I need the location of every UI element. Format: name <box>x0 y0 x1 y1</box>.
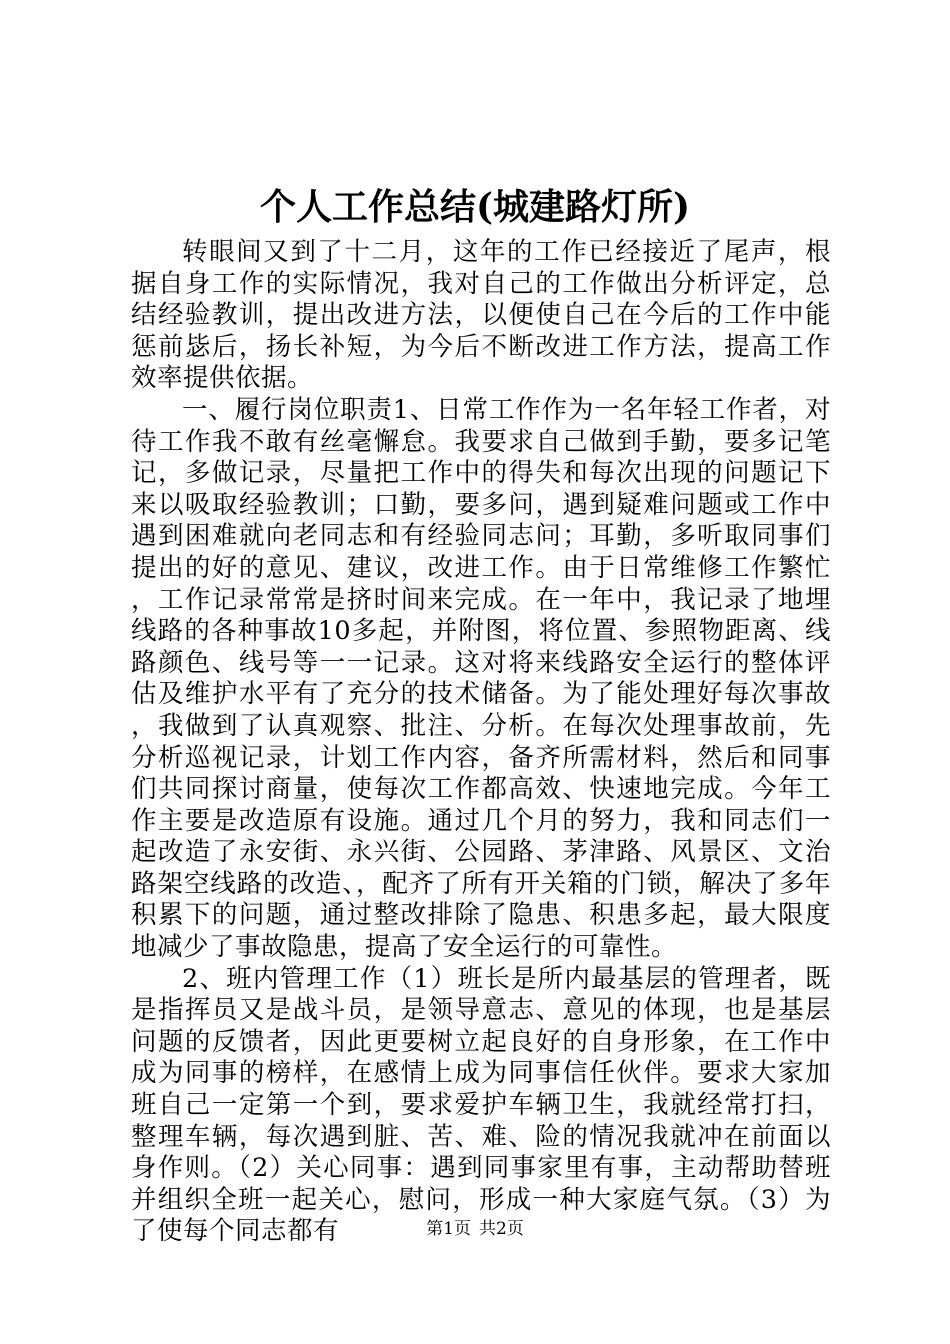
paragraph-intro: 转眼间又到了十二月，这年的工作已经接近了尾声，根据自身工作的实际情况，我对自己的工作做出分析评定，总结经验教训，提出改进方法，以便使自己在今后的工作中能惩前毖后，扬长补短，为今后不断改进工作方法，提高工作效率提供依据。 <box>131 237 831 394</box>
paragraph-job-duties: 一、履行岗位职责1、日常工作作为一名年轻工作者，对待工作我不敢有丝毫懈怠。我要求自己做到手勤，要多记笔记，多做记录，尽量把工作中的得失和每次出现的问题记下来以吸取经验教训；口勤，要多问，遇到疑难问题或工作中遇到困难就向老同志和有经验同志问；耳勤，多听取同事们提出的好的意见、建议，改进工作。由于日常维修工作繁忙，工作记录常常是挤时间来完成。在一年中，我记录了地埋线路的各种事故10多起，并附图，将位置、参照物距离、线路颜色、线号等一一记录。这对将来线路安全运行的整体评估及维护水平有了充分的技术储备。为了能处理好每次事故，我做到了认真观察、批注、分析。在每次处理事故前，先分析巡视记录，计划工作内容，备齐所需材料，然后和同事们共同探讨商量，使每次工作都高效、快速地完成。今年工作主要是改造原有设施。通过几个月的努力，我和同志们一起改造了永安街、永兴街、公园路、茅津路、风景区、文治路架空线路的改造、，配齐了所有开关箱的门锁，解决了多年积累下的问题，通过整改排除了隐患、积患多起，最大限度地减少了事故隐患，提高了安全运行的可靠性。 <box>131 394 831 963</box>
document-title: 个人工作总结(城建路灯所) <box>259 186 691 228</box>
document-body <box>131 237 831 1248</box>
paragraph-team-management: 2、班内管理工作（1）班长是所内最基层的管理者，既是指挥员又是战斗员，是领导意志、意见的体现，也是基层问题的反馈者，因此更要树立起良好的自身形象，在工作中成为同事的榜样，在感情上成为同事信任伙伴。要求大家加班自己一定第一个到，要求爱护车辆卫生，我就经常打扫，整理车辆，每次遇到脏、苦、难、险的情况我就冲在前面以身作则。（2）关心同事：遇到同事家里有事，主动帮助替班并组织全班一起关心，慰问，形成一种大家庭气氛。（3）为了使每个同志都有 <box>131 963 831 1247</box>
page-total: 共2页 <box>479 1219 524 1239</box>
page-number: 第1页 <box>426 1219 471 1239</box>
page-footer <box>0 1217 950 1241</box>
